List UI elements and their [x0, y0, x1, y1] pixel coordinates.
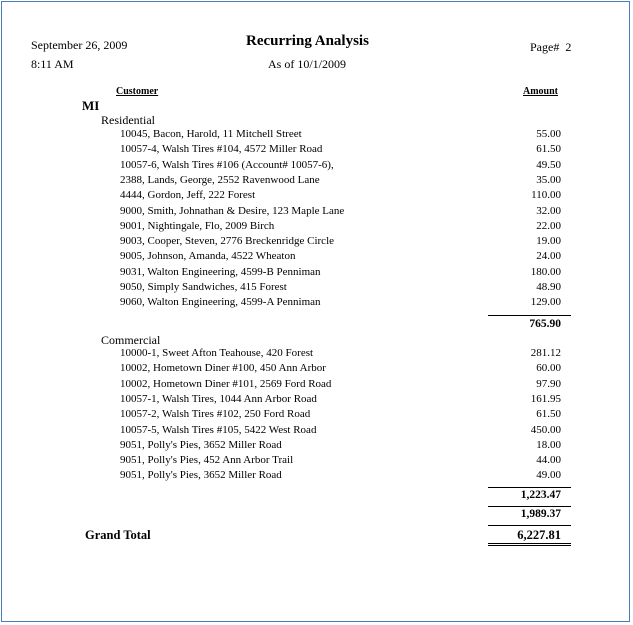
section-heading-residential: Residential [101, 113, 155, 127]
list-item-customer: 10057-6, Walsh Tires #106 (Account# 10057-6), [120, 158, 334, 171]
list-item-customer: 10057-1, Walsh Tires, 1044 Ann Arbor Road [120, 392, 317, 405]
column-header-amount: Amount [523, 86, 559, 97]
grand-total-label: Grand Total [85, 528, 151, 542]
list-item-customer: 9003, Cooper, Steven, 2776 Breckenridge Circle [120, 235, 335, 248]
list-item-amount: 44.00 [536, 454, 561, 467]
list-item-amount: 48.90 [536, 281, 561, 293]
list-item-amount: 19.00 [536, 235, 561, 248]
list-item-amount: 18.00 [536, 438, 561, 451]
report-date: September 26, 2009 [31, 38, 128, 52]
list-item-customer: 10002, Hometown Diner #100, 450 Ann Arbor [120, 362, 326, 375]
list-item-amount: 281.12 [530, 347, 561, 359]
list-item-amount: 24.00 [536, 250, 561, 263]
list-item-customer: 4444, Gordon, Jeff, 222 Forest [120, 189, 256, 202]
list-item-customer: 9001, Nightingale, Flo, 2009 Birch [120, 219, 275, 232]
list-item-customer: 10002, Hometown Diner #101, 2569 Ford Road [120, 377, 332, 390]
report-title: Recurring Analysis [246, 33, 369, 49]
column-header-customer: Customer [116, 86, 159, 97]
list-item-customer: 9060, Walton Engineering, 4599-A Penniman [120, 296, 321, 309]
list-item-customer: 9031, Walton Engineering, 4599-B Penniman [120, 265, 321, 278]
list-item-amount: 110.00 [531, 189, 561, 202]
list-item-customer: 9051, Polly's Pies, 452 Ann Arbor Trail [120, 454, 294, 467]
section-heading-commercial: Commercial [101, 333, 161, 347]
list-item-amount: 161.95 [530, 392, 561, 405]
residential-subtotal: 765.90 [529, 318, 561, 330]
state-heading: MI [82, 98, 100, 113]
list-item-amount: 180.00 [530, 265, 561, 278]
list-item-amount: 97.90 [536, 377, 561, 390]
list-item-customer: 10000-1, Sweet Afton Teahouse, 420 Forest [120, 347, 314, 359]
page-label: Page# [530, 40, 560, 54]
grand-total-rule-double-1 [488, 543, 571, 544]
list-item-amount: 49.50 [536, 158, 561, 171]
list-item-amount: 49.00 [536, 469, 561, 482]
list-item-amount: 450.00 [530, 423, 561, 436]
list-item-amount: 55.00 [536, 128, 561, 140]
list-item-amount: 61.50 [536, 408, 561, 421]
list-item-customer: 10057-4, Walsh Tires #104, 4572 Miller Road [120, 143, 323, 156]
list-item-customer: 9050, Simply Sandwiches, 415 Forest [120, 281, 287, 293]
grand-total-rule-double-2 [488, 545, 571, 546]
state-total-rule [488, 506, 571, 507]
grand-total-amount: 6,227.81 [517, 528, 561, 542]
list-item-customer: 9000, Smith, Johnathan & Desire, 123 Maple Lane [120, 204, 345, 217]
report-as-of: As of 10/1/2009 [268, 57, 346, 71]
grand-total-rule-top [488, 525, 571, 526]
list-item-customer: 10057-2, Walsh Tires #102, 250 Ford Road [120, 408, 311, 421]
list-item-amount: 60.00 [536, 362, 561, 375]
list-item-amount: 32.00 [536, 204, 561, 217]
list-item-amount: 61.50 [536, 143, 561, 156]
list-item-amount: 22.00 [536, 219, 561, 232]
list-item-customer: 10057-5, Walsh Tires #105, 5422 West Road [120, 423, 317, 436]
list-item-customer: 9051, Polly's Pies, 3652 Miller Road [120, 438, 282, 451]
page-number [530, 40, 571, 55]
state-total: 1,989.37 [520, 508, 561, 520]
report-page [1, 1, 630, 622]
page-value: 2 [565, 40, 572, 54]
report-time: 8:11 AM [31, 57, 74, 71]
list-item-amount: 35.00 [536, 173, 561, 186]
list-item-customer: 9005, Johnson, Amanda, 4522 Wheaton [120, 250, 296, 263]
commercial-subtotal: 1,223.47 [520, 489, 561, 501]
list-item-customer: 2388, Lands, George, 2552 Ravenwood Lane [120, 173, 320, 186]
commercial-subtotal-rule [488, 487, 571, 488]
list-item-customer: 10045, Bacon, Harold, 11 Mitchell Street [120, 128, 302, 140]
residential-subtotal-rule [488, 315, 571, 316]
list-item-customer: 9051, Polly's Pies, 3652 Miller Road [120, 469, 282, 482]
list-item-amount: 129.00 [530, 296, 561, 309]
